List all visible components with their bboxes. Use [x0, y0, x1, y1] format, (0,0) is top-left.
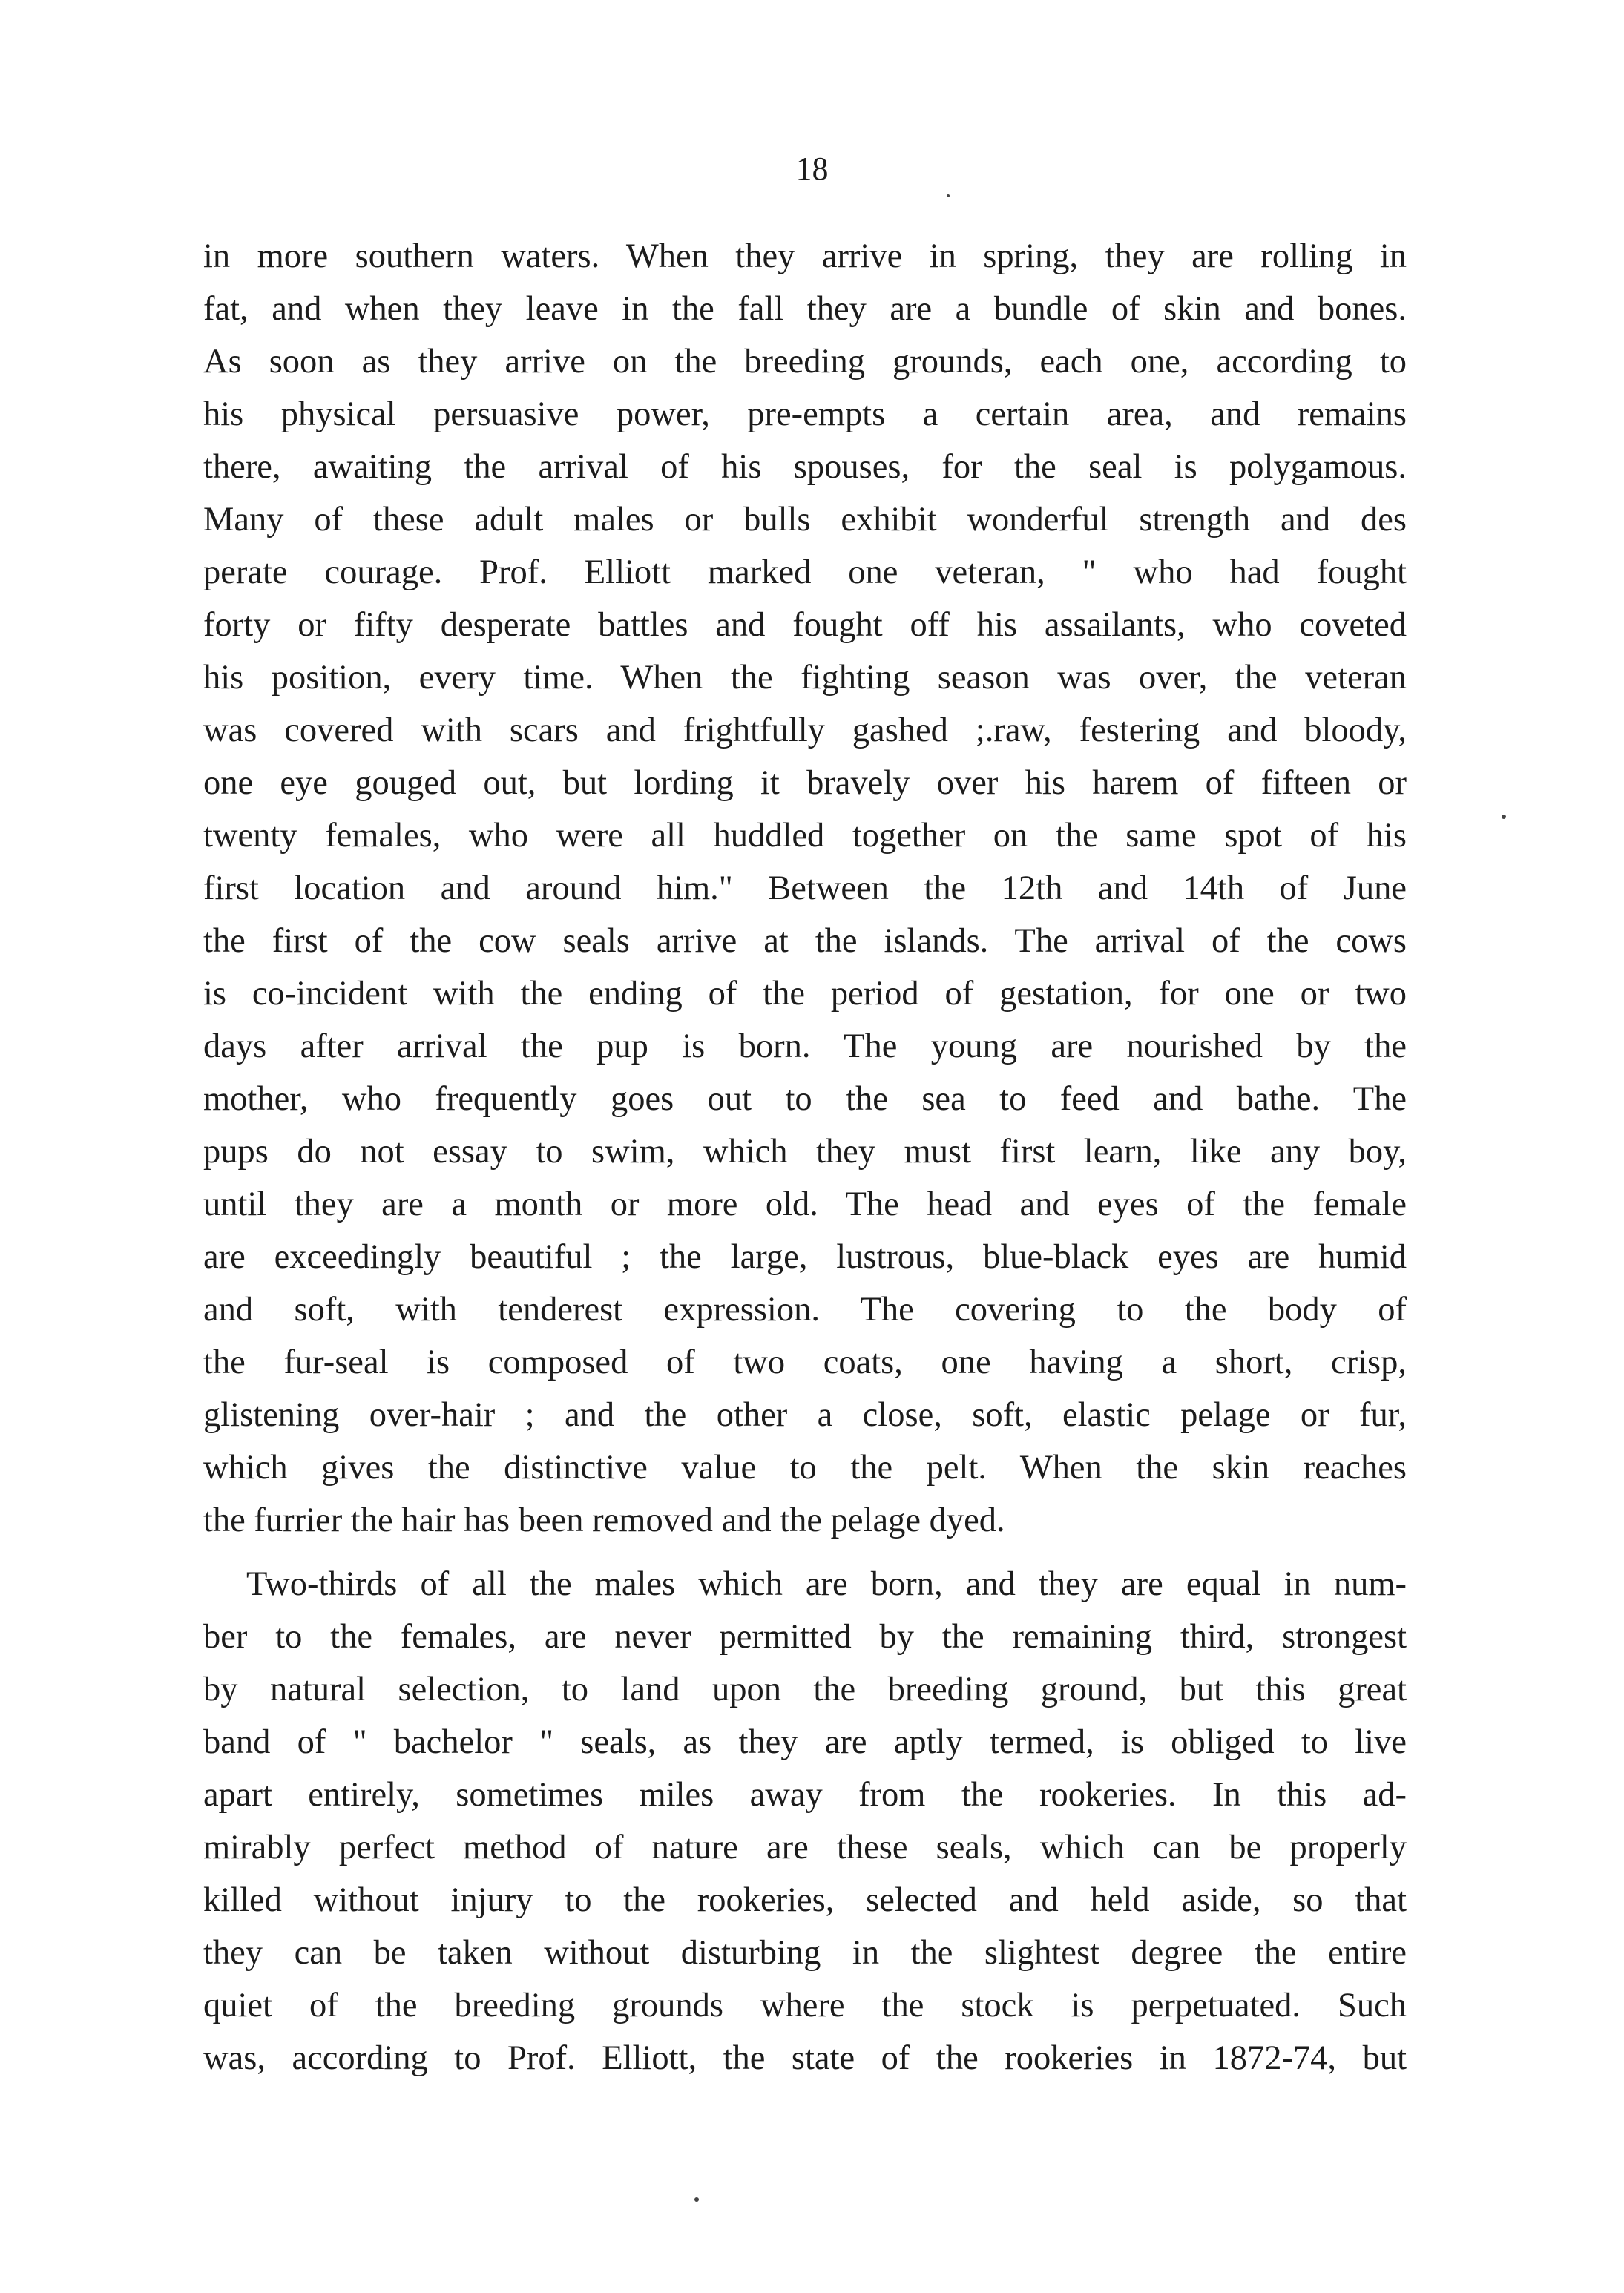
text-line: one eye gouged out, but lording it bravely over his harem of fifteen or	[203, 764, 1407, 802]
body-text	[203, 230, 1407, 2085]
text-line: there, awaiting the arrival of his spouses, for the seal is polygamous.	[203, 448, 1407, 486]
text-line: twenty females, who were all huddled together on the same spot of his	[203, 817, 1407, 855]
text-line: and soft, with tenderest expression. The covering to the body of	[203, 1291, 1407, 1329]
text-line: until they are a month or more old. The head and eyes of the female	[203, 1185, 1407, 1223]
text-line: they can be taken without disturbing in the slightest degree the entire	[203, 1934, 1407, 1972]
text-line: ber to the females, are never permitted by the remaining third, strongest	[203, 1618, 1407, 1656]
text-line: quiet of the breeding grounds where the stock is perpetuated. Such	[203, 1987, 1407, 2024]
print-speck	[694, 2197, 699, 2202]
text-line: the furrier the hair has been removed and the pelage dyed.	[203, 1501, 1005, 1539]
print-speck	[1502, 815, 1506, 819]
text-line: perate courage. Prof. Elliott marked one veteran, " who had fought	[203, 553, 1407, 591]
text-line: by natural selection, to land upon the breeding ground, but this great	[203, 1671, 1407, 1708]
text-line: his position, every time. When the fighting season was over, the veteran	[203, 659, 1407, 697]
text-line: which gives the distinctive value to the pelt. When the skin reaches	[203, 1449, 1407, 1487]
text-line: apart entirely, sometimes miles away from the rookeries. In this ad-	[203, 1776, 1407, 1814]
text-line: forty or fifty desperate battles and fought off his assailants, who coveted	[203, 606, 1407, 644]
text-line: Two-thirds of all the males which are born, and they are equal in num-	[246, 1565, 1407, 1603]
text-line: mirably perfect method of nature are these seals, which can be properly	[203, 1829, 1407, 1866]
text-line: days after arrival the pup is born. The young are nourished by the	[203, 1027, 1407, 1065]
text-line: the fur-seal is composed of two coats, one having a short, crisp,	[203, 1343, 1407, 1381]
text-line: As soon as they arrive on the breeding grounds, each one, according to	[203, 343, 1407, 381]
text-line: is co-incident with the ending of the period of gestation, for one or two	[203, 975, 1407, 1013]
paragraph-1	[203, 230, 1407, 1547]
text-line: killed without injury to the rookeries, selected and held aside, so that	[203, 1881, 1407, 1919]
text-line: in more southern waters. When they arrive in spring, they are rolling in	[203, 237, 1407, 275]
text-line: fat, and when they leave in the fall they are a bundle of skin and bones.	[203, 290, 1407, 328]
print-speck	[947, 194, 950, 197]
text-line: are exceedingly beautiful ; the large, lustrous, blue-black eyes are humid	[203, 1238, 1407, 1276]
paragraph-2	[203, 1558, 1407, 2085]
text-line: first location and around him." Between the 12th and 14th of June	[203, 869, 1407, 907]
text-line: was, according to Prof. Elliott, the state of the rookeries in 1872-74, but	[203, 2039, 1407, 2077]
text-line: Many of these adult males or bulls exhibit wonderful strength and des	[203, 501, 1407, 539]
text-line: pups do not essay to swim, which they must first learn, like any boy,	[203, 1133, 1407, 1171]
text-line: was covered with scars and frightfully gashed ;.raw, festering and bloody,	[203, 711, 1407, 749]
text-line: his physical persuasive power, pre-empts a certain area, and remains	[203, 395, 1407, 433]
text-line: glistening over-hair ; and the other a close, soft, elastic pelage or fur,	[203, 1396, 1407, 1434]
page-number: 18	[795, 151, 829, 187]
text-line: mother, who frequently goes out to the sea to feed and bathe. The	[203, 1080, 1407, 1118]
text-line: band of " bachelor " seals, as they are aptly termed, is obliged to live	[203, 1723, 1407, 1761]
text-line: the first of the cow seals arrive at the islands. The arrival of the cows	[203, 922, 1407, 960]
